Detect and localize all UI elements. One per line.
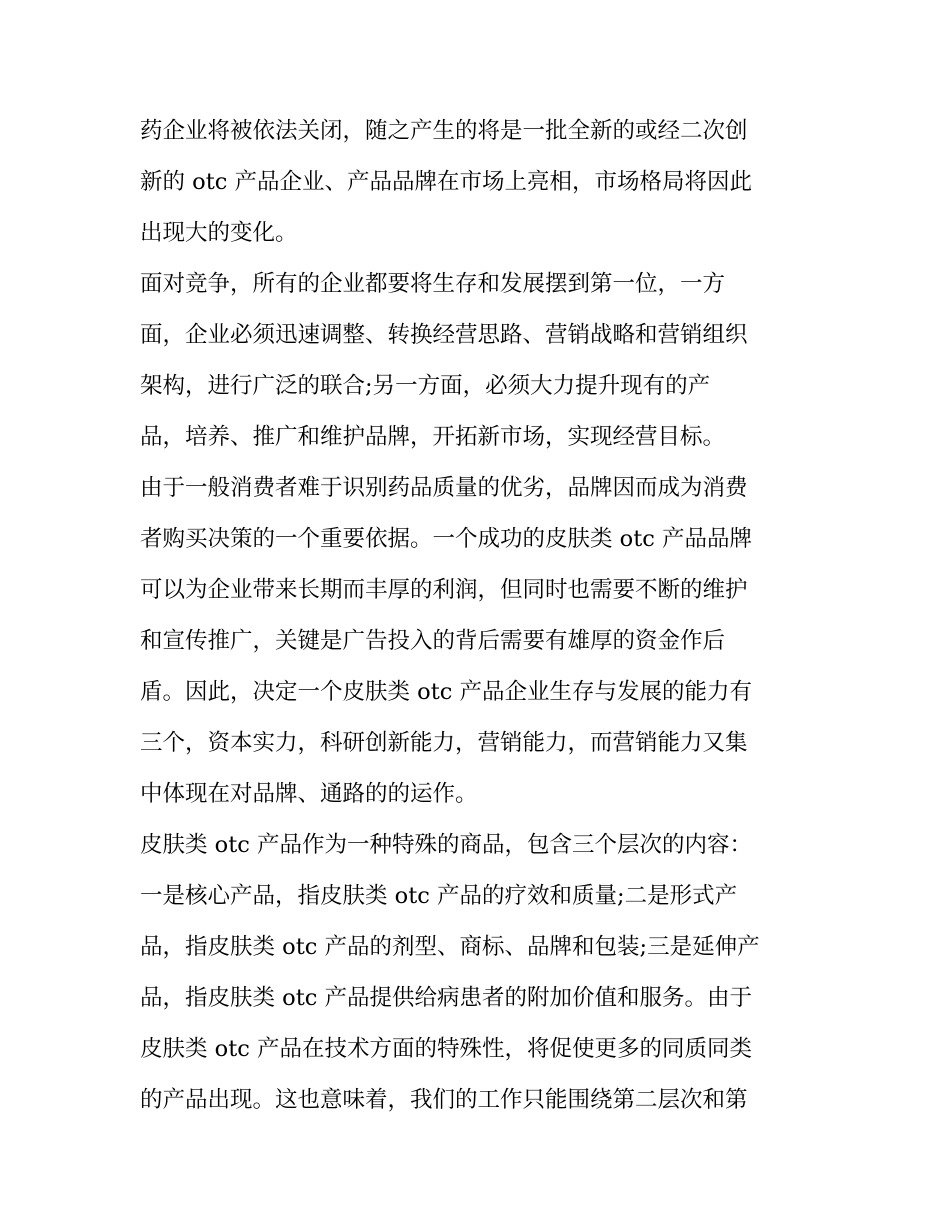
text-line: 品，指皮肤类 otc 产品的剂型、商标、品牌和包装;三是延伸产 xyxy=(140,934,760,960)
text-line: 的产品出现。这也意味着，我们的工作只能围绕第二层次和第 xyxy=(140,1087,748,1113)
text-line: 由于一般消费者难于识别药品质量的优劣，品牌因而成为消费 xyxy=(140,475,748,501)
text-line: 三个，资本实力，科研创新能力，营销能力，而营销能力又集 xyxy=(140,730,748,756)
paragraph-1 xyxy=(140,106,820,259)
text-line: 者购买决策的一个重要依据。一个成功的皮肤类 otc 产品品牌 xyxy=(140,526,752,552)
text-line: 面对竞争，所有的企业都要将生存和发展摆到第一位，一方 xyxy=(140,271,726,297)
text-line: 出现大的变化。 xyxy=(140,220,298,246)
text-line: 品，指皮肤类 otc 产品提供给病患者的附加价值和服务。由于 xyxy=(140,985,752,1011)
text-line: 品，培养、推广和维护品牌，开拓新市场，实现经营目标。 xyxy=(140,424,726,450)
text-line: 架构，进行广泛的联合;另一方面，必须大力提升现有的产 xyxy=(140,373,711,399)
text-line: 和宣传推广，关键是广告投入的背后需要有雄厚的资金作后 xyxy=(140,628,726,654)
text-line: 盾。因此，决定一个皮肤类 otc 产品企业生存与发展的能力有 xyxy=(140,679,752,705)
text-line: 中体现在对品牌、通路的的运作。 xyxy=(140,781,478,807)
text-line: 皮肤类 otc 产品作为一种特殊的商品，包含三个层次的内容： xyxy=(140,832,752,858)
text-line: 面，企业必须迅速调整、转换经营思路、营销战略和营销组织 xyxy=(140,322,748,348)
paragraph-3 xyxy=(140,463,820,820)
document-body xyxy=(140,106,820,1126)
text-line: 一是核心产品，指皮肤类 otc 产品的疗效和质量;二是形式产 xyxy=(140,883,738,909)
text-line: 可以为企业带来长期而丰厚的利润，但同时也需要不断的维护 xyxy=(140,577,748,603)
text-line: 皮肤类 otc 产品在技术方面的特殊性，将促使更多的同质同类 xyxy=(140,1036,752,1062)
text-line: 药企业将被依法关闭，随之产生的将是一批全新的或经二次创 xyxy=(140,118,748,144)
paragraph-2 xyxy=(140,259,820,463)
paragraph-4 xyxy=(140,820,820,1126)
text-line: 新的 otc 产品企业、产品品牌在市场上亮相，市场格局将因此 xyxy=(140,169,752,195)
